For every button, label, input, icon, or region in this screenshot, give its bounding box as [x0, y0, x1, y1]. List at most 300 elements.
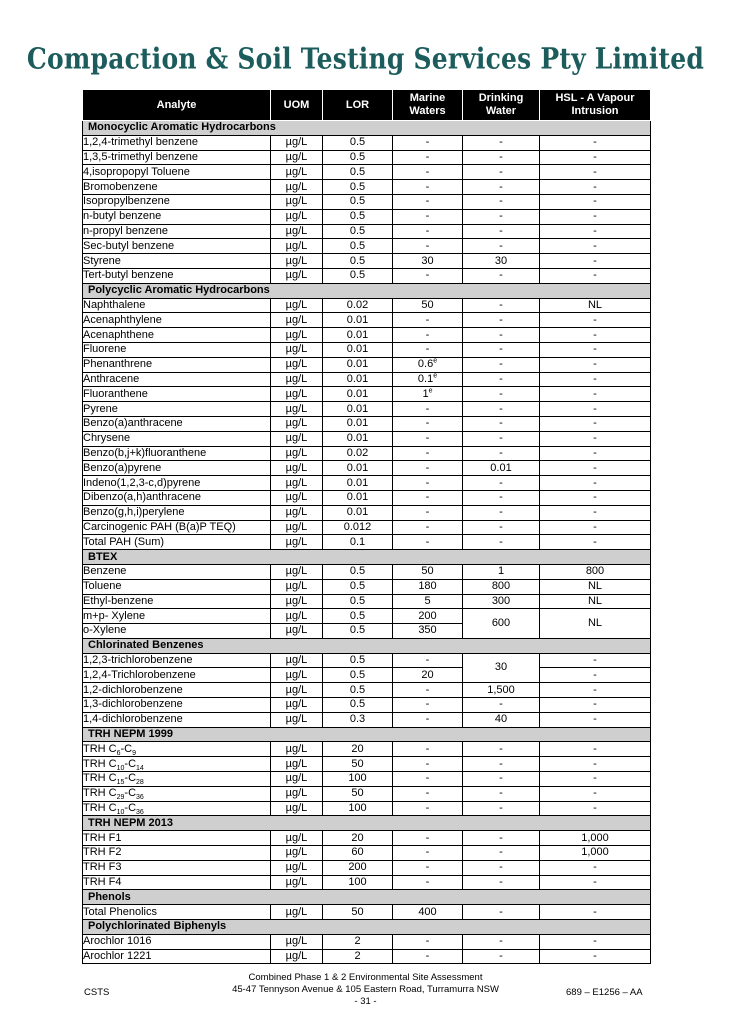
lor-cell: [323, 668, 393, 683]
drinking-water-cell: [463, 298, 540, 313]
lor-cell-value: 0.5: [349, 683, 366, 696]
drinking-water-cell-value: 30: [494, 661, 508, 674]
drinking-water-cell: [463, 313, 540, 328]
lor-cell-value: 0.01: [346, 343, 369, 356]
analyte-name: [83, 624, 271, 639]
lor-cell: [323, 135, 393, 150]
drinking-water-cell-value: -: [499, 298, 503, 311]
drinking-water-cell-value: -: [499, 876, 503, 889]
footer-page-number: - 31 -: [354, 996, 377, 1007]
hsl-vapour-cell: [540, 683, 651, 698]
hsl-vapour-cell: [540, 416, 651, 431]
lor-cell: [323, 268, 393, 283]
drinking-water-cell-value: -: [499, 772, 503, 785]
hsl-vapour-cell: [540, 594, 651, 609]
hsl-vapour-cell-value: -: [593, 935, 597, 948]
analyte-label: 1,2,4-Trichlorobenzene: [83, 668, 196, 681]
marine-waters-cell-value: 50: [421, 565, 434, 578]
section-header-row: [83, 920, 651, 935]
uom-cell-value: µg/L: [285, 298, 308, 311]
uom-cell-value: µg/L: [285, 313, 308, 326]
uom-cell-value: µg/L: [285, 609, 308, 622]
uom-cell: [271, 328, 323, 343]
carbon-range-separator: -C: [124, 802, 137, 815]
hsl-vapour-cell-value: NL: [587, 617, 603, 630]
drinking-water-cell: [463, 135, 540, 150]
table-row: [83, 653, 651, 668]
drinking-water-cell-value: -: [499, 905, 503, 918]
drinking-water-cell: [463, 579, 540, 594]
analyte-label: Benzo(a)pyrene: [83, 461, 162, 474]
lor-cell: [323, 476, 393, 491]
uom-cell-value: µg/L: [285, 136, 308, 149]
drinking-water-cell-value: 0.01: [490, 461, 512, 474]
hsl-vapour-cell: [540, 609, 651, 639]
analyte-label: Fluoranthene: [83, 387, 148, 400]
uom-cell: [271, 698, 323, 713]
lor-cell: [323, 313, 393, 328]
hsl-vapour-cell: [540, 712, 651, 727]
lor-cell-value: 0.5: [349, 150, 366, 163]
drinking-water-cell-value: -: [499, 165, 503, 178]
marine-waters-cell: [393, 476, 463, 491]
analyte-label: Chrysene: [83, 432, 131, 445]
drinking-water-cell-value: -: [499, 491, 503, 504]
marine-waters-cell: [393, 180, 463, 195]
lor-cell-value: 0.01: [346, 402, 369, 415]
analyte-name: [83, 446, 271, 461]
drinking-water-cell-value: -: [499, 446, 503, 459]
analyte-name: [83, 564, 271, 579]
hsl-vapour-cell: [540, 490, 651, 505]
carbon-start-subscript: 15: [116, 779, 125, 787]
carbon-start-subscript: 6: [116, 750, 121, 757]
marine-waters-cell-value: -: [425, 772, 430, 785]
marine-waters-cell-value: 400: [418, 905, 437, 918]
section-title: TRH NEPM 2013: [83, 816, 651, 831]
drinking-water-cell: [463, 461, 540, 476]
table-row: [83, 860, 651, 875]
hsl-vapour-cell-value: -: [593, 787, 597, 800]
drinking-water-cell: [463, 431, 540, 446]
marine-waters-cell: [393, 254, 463, 269]
drinking-water-cell: [463, 801, 540, 816]
lor-cell: [323, 594, 393, 609]
uom-cell-value: µg/L: [285, 343, 308, 356]
section-title: Polychlorinated Biphenyls: [83, 920, 651, 935]
drinking-water-cell-value: -: [499, 520, 503, 533]
lor-cell: [323, 757, 393, 772]
marine-waters-cell-value: 0.1: [417, 372, 434, 385]
analyte-label: Acenaphthylene: [83, 313, 162, 326]
hsl-vapour-cell-value: -: [593, 180, 597, 193]
uom-cell: [271, 402, 323, 417]
uom-cell: [271, 313, 323, 328]
lor-cell: [323, 342, 393, 357]
section-title: Polycyclic Aromatic Hydrocarbons: [83, 283, 651, 298]
table-row: [83, 461, 651, 476]
analyte-criteria-table: [82, 89, 651, 964]
table-row: [83, 313, 651, 328]
lor-cell: [323, 934, 393, 949]
analyte-label: Pyrene: [83, 402, 118, 415]
marine-waters-cell: [393, 949, 463, 964]
drinking-water-cell-value: -: [499, 269, 503, 282]
drinking-water-cell-value: -: [499, 210, 503, 223]
hsl-vapour-cell-value: -: [593, 432, 597, 445]
hsl-vapour-cell-value: NL: [587, 580, 603, 593]
uom-cell: [271, 846, 323, 861]
analyte-label: Indeno(1,2,3-c,d)pyrene: [83, 476, 201, 489]
analyte-label: 1,2,4-trimethyl benzene: [83, 136, 198, 149]
marine-waters-cell-value: -: [425, 402, 430, 415]
drinking-water-cell: [463, 535, 540, 550]
header-hsl-a-vapour-intrusion: HSL - A Vapour Intrusion: [540, 90, 651, 121]
uom-cell: [271, 934, 323, 949]
drinking-water-cell-value: -: [499, 417, 503, 430]
marine-waters-cell-value: -: [425, 861, 430, 874]
uom-cell-value: µg/L: [285, 150, 308, 163]
hsl-vapour-cell-value: -: [593, 150, 597, 163]
uom-cell-value: µg/L: [285, 861, 308, 874]
lor-cell-value: 50: [351, 905, 364, 918]
marine-waters-cell-value: -: [425, 506, 430, 519]
lor-cell-value: 0.5: [349, 624, 366, 637]
uom-cell-value: µg/L: [285, 432, 308, 445]
section-header-row: [83, 816, 651, 831]
carbon-end-subscript: 36: [136, 809, 144, 816]
analyte-name: [83, 342, 271, 357]
marine-waters-cell: [393, 742, 463, 757]
hsl-vapour-cell-value: -: [593, 136, 597, 149]
uom-cell-value: µg/L: [285, 491, 308, 504]
marine-waters-cell-value: -: [425, 713, 430, 726]
drinking-water-cell: [463, 712, 540, 727]
marine-waters-cell: [393, 860, 463, 875]
analyte-name: [83, 505, 271, 520]
drinking-water-cell-value: -: [499, 846, 503, 859]
marine-waters-cell-value: -: [425, 417, 430, 430]
section-header-row: [83, 283, 651, 298]
uom-cell-value: µg/L: [285, 417, 308, 430]
drinking-water-cell: [463, 357, 540, 372]
uom-cell: [271, 564, 323, 579]
marine-waters-cell: [393, 342, 463, 357]
footer-center-line1: Combined Phase 1 & 2 Environmental Site Assessment: [248, 972, 483, 983]
analyte-name: [83, 905, 271, 920]
table-row: [83, 387, 651, 402]
hsl-vapour-cell: [540, 254, 651, 269]
lor-cell-value: 20: [351, 831, 364, 844]
analyte-name: [83, 934, 271, 949]
marine-waters-cell: [393, 934, 463, 949]
analyte-name: [83, 712, 271, 727]
analyte-name: [83, 476, 271, 491]
carbon-end-subscript: 36: [136, 794, 144, 802]
uom-cell: [271, 387, 323, 402]
lor-cell-value: 0.5: [349, 565, 366, 578]
hsl-vapour-cell-value: -: [593, 328, 597, 341]
table-row: [83, 757, 651, 772]
table-row: [83, 372, 651, 387]
drinking-water-cell: [463, 875, 540, 890]
lor-cell-value: 50: [351, 787, 364, 800]
hsl-vapour-cell-value: -: [593, 210, 597, 223]
carbon-start-subscript: 10: [116, 764, 125, 772]
table-row: [83, 934, 651, 949]
analyte-label: Arochlor 1221: [83, 950, 152, 963]
lor-cell: [323, 490, 393, 505]
analyte-label: TRH F1: [83, 831, 122, 844]
hsl-vapour-cell: [540, 772, 651, 787]
lor-cell-value: 0.02: [346, 446, 369, 459]
marine-waters-cell-value: -: [425, 935, 430, 948]
marine-waters-cell-value: -: [425, 239, 430, 252]
uom-cell: [271, 239, 323, 254]
drinking-water-cell: [463, 239, 540, 254]
hsl-vapour-cell: [540, 224, 651, 239]
footnote-superscript: e: [428, 387, 433, 395]
hsl-vapour-cell: [540, 446, 651, 461]
marine-waters-cell: [393, 786, 463, 801]
marine-waters-cell-value: -: [425, 802, 430, 815]
table-row: [83, 328, 651, 343]
marine-waters-cell-value: -: [425, 328, 430, 341]
uom-cell-value: µg/L: [285, 905, 308, 918]
uom-cell: [271, 831, 323, 846]
drinking-water-cell-value: -: [499, 831, 503, 844]
footnote-superscript: e: [433, 357, 438, 365]
lor-cell-value: 2: [354, 935, 361, 948]
analyte-label: Anthracene: [83, 372, 140, 385]
marine-waters-cell: [393, 402, 463, 417]
hsl-vapour-cell-value: -: [593, 195, 597, 208]
lor-cell-value: 2: [354, 950, 361, 963]
lor-cell: [323, 328, 393, 343]
drinking-water-cell-value: -: [499, 343, 503, 356]
drinking-water-cell-value: 1,500: [487, 683, 515, 696]
table-row: [83, 416, 651, 431]
uom-cell: [271, 609, 323, 624]
drinking-water-cell-value: -: [499, 402, 503, 415]
lor-cell-value: 0.01: [346, 358, 369, 371]
hsl-vapour-cell-value: -: [593, 239, 597, 252]
table-row: [83, 772, 651, 787]
analyte-name: [83, 490, 271, 505]
marine-waters-cell-value: -: [425, 876, 430, 889]
uom-cell: [271, 505, 323, 520]
section-header-row: [83, 550, 651, 565]
marine-waters-cell: [393, 135, 463, 150]
drinking-water-cell: [463, 653, 540, 683]
uom-cell-value: µg/L: [285, 654, 308, 667]
lor-cell-value: 0.5: [349, 594, 366, 607]
uom-cell: [271, 209, 323, 224]
analyte-name: [83, 949, 271, 964]
marine-waters-cell: [393, 268, 463, 283]
hsl-vapour-cell-value: -: [593, 476, 597, 489]
analyte-name: [83, 609, 271, 624]
hsl-vapour-cell: [540, 342, 651, 357]
uom-cell: [271, 476, 323, 491]
lor-cell: [323, 846, 393, 861]
lor-cell: [323, 180, 393, 195]
lor-cell: [323, 875, 393, 890]
lor-cell: [323, 905, 393, 920]
hsl-vapour-cell-value: -: [593, 165, 597, 178]
uom-cell: [271, 594, 323, 609]
hsl-vapour-cell: [540, 742, 651, 757]
drinking-water-cell: [463, 594, 540, 609]
drinking-water-cell: [463, 446, 540, 461]
hsl-vapour-cell: [540, 757, 651, 772]
hsl-vapour-cell-value: NL: [587, 594, 603, 607]
header-uom: UOM: [271, 90, 323, 121]
header-drinking-water: Drinking Water: [463, 90, 540, 121]
marine-waters-cell: [393, 609, 463, 624]
analyte-label: 1,3,5-trimethyl benzene: [83, 150, 198, 163]
analyte-label: TRH F4: [83, 876, 122, 889]
uom-cell: [271, 194, 323, 209]
marine-waters-cell-value: -: [425, 787, 430, 800]
lor-cell: [323, 742, 393, 757]
analyte-label: TRH C: [83, 802, 117, 815]
lor-cell: [323, 254, 393, 269]
drinking-water-cell: [463, 846, 540, 861]
uom-cell-value: µg/L: [285, 668, 308, 681]
uom-cell-value: µg/L: [285, 446, 308, 459]
table-row: [83, 875, 651, 890]
uom-cell-value: µg/L: [285, 224, 308, 237]
drinking-water-cell-value: -: [499, 224, 503, 237]
drinking-water-cell-value: -: [499, 950, 503, 963]
uom-cell-value: µg/L: [285, 935, 308, 948]
analyte-label: Total PAH (Sum): [83, 535, 165, 548]
carbon-end-subscript: 14: [136, 764, 144, 772]
marine-waters-cell: [393, 416, 463, 431]
uom-cell-value: µg/L: [285, 772, 308, 785]
marine-waters-cell: [393, 564, 463, 579]
drinking-water-cell: [463, 772, 540, 787]
uom-cell: [271, 875, 323, 890]
drinking-water-cell-value: -: [499, 387, 503, 400]
lor-cell: [323, 298, 393, 313]
lor-cell: [323, 624, 393, 639]
table-row: [83, 698, 651, 713]
hsl-vapour-cell: [540, 402, 651, 417]
uom-cell-value: µg/L: [285, 506, 308, 519]
analyte-label: Tert-butyl benzene: [83, 269, 174, 282]
marine-waters-cell: [393, 624, 463, 639]
hsl-vapour-cell-value: -: [593, 668, 597, 681]
lor-cell-value: 100: [348, 876, 367, 889]
lor-cell: [323, 712, 393, 727]
drinking-water-cell: [463, 165, 540, 180]
footer-left: CSTS: [84, 987, 110, 998]
lor-cell-value: 0.5: [349, 668, 366, 681]
analyte-name: [83, 239, 271, 254]
marine-waters-cell-value: -: [425, 136, 430, 149]
table-row: [83, 342, 651, 357]
marine-waters-cell-value: 180: [418, 580, 437, 593]
hsl-vapour-cell: [540, 949, 651, 964]
table-row: [83, 712, 651, 727]
drinking-water-cell: [463, 786, 540, 801]
hsl-vapour-cell-value: -: [593, 446, 597, 459]
marine-waters-cell: [393, 535, 463, 550]
hsl-vapour-cell: [540, 387, 651, 402]
uom-cell: [271, 712, 323, 727]
drinking-water-cell: [463, 416, 540, 431]
uom-cell-value: µg/L: [285, 846, 308, 859]
marine-waters-cell: [393, 209, 463, 224]
hsl-vapour-cell: [540, 194, 651, 209]
table-row: [83, 476, 651, 491]
marine-waters-cell-value: 5: [424, 594, 431, 607]
marine-waters-cell: [393, 698, 463, 713]
hsl-vapour-cell-value: -: [593, 742, 597, 755]
hsl-vapour-cell-value: -: [593, 358, 597, 371]
hsl-vapour-cell: [540, 150, 651, 165]
drinking-water-cell-value: 30: [494, 254, 508, 267]
uom-cell: [271, 653, 323, 668]
section-title: Monocyclic Aromatic Hydrocarbons: [83, 121, 651, 136]
marine-waters-cell: [393, 313, 463, 328]
marine-waters-cell-value: -: [425, 180, 430, 193]
marine-waters-cell-value: -: [425, 224, 430, 237]
table-row: [83, 194, 651, 209]
analyte-name: [83, 402, 271, 417]
lor-cell-value: 100: [348, 772, 367, 785]
uom-cell-value: µg/L: [285, 520, 308, 533]
hsl-vapour-cell: [540, 934, 651, 949]
analyte-name: [83, 268, 271, 283]
drinking-water-cell: [463, 342, 540, 357]
table-row: [83, 135, 651, 150]
table-row: [83, 446, 651, 461]
drinking-water-cell-value: -: [499, 358, 503, 371]
marine-waters-cell: [393, 461, 463, 476]
uom-cell: [271, 772, 323, 787]
marine-waters-cell-value: -: [425, 698, 430, 711]
marine-waters-cell: [393, 505, 463, 520]
lor-cell-value: 0.5: [349, 654, 366, 667]
drinking-water-cell-value: -: [499, 802, 503, 815]
lor-cell-value: 0.5: [349, 609, 366, 622]
hsl-vapour-cell-value: -: [593, 683, 597, 696]
marine-waters-cell: [393, 668, 463, 683]
uom-cell-value: µg/L: [285, 476, 308, 489]
marine-waters-cell: [393, 239, 463, 254]
drinking-water-cell-value: 1: [497, 565, 505, 578]
analyte-name: [83, 683, 271, 698]
hsl-vapour-cell-value: -: [593, 461, 597, 474]
analyte-label: TRH C: [83, 742, 117, 755]
analyte-name: [83, 165, 271, 180]
drinking-water-cell-value: -: [499, 935, 503, 948]
table-row: [83, 905, 651, 920]
drinking-water-cell-value: -: [499, 506, 503, 519]
lor-cell: [323, 446, 393, 461]
lor-cell-value: 0.5: [349, 254, 366, 267]
analyte-name: [83, 742, 271, 757]
marine-waters-cell: [393, 772, 463, 787]
analyte-name: [83, 698, 271, 713]
lor-cell: [323, 772, 393, 787]
lor-cell: [323, 416, 393, 431]
uom-cell: [271, 431, 323, 446]
analyte-name: [83, 520, 271, 535]
